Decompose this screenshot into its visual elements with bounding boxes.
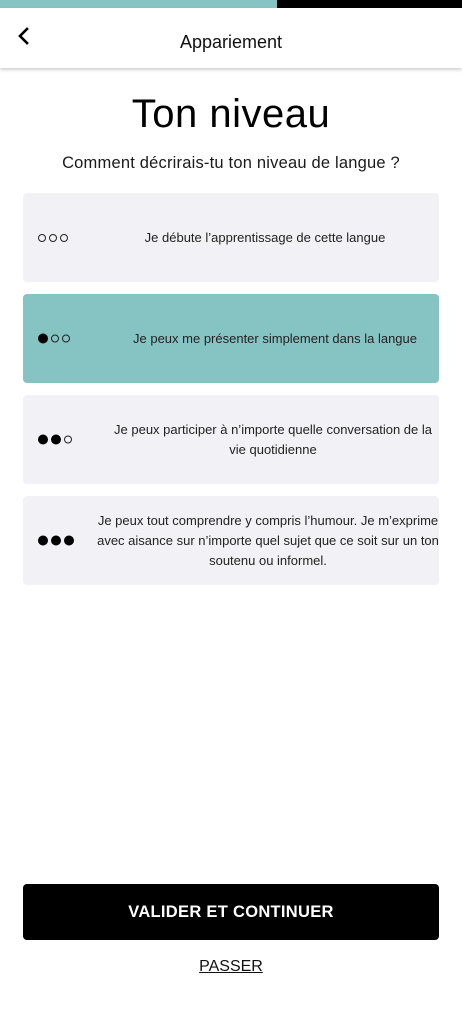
level-option-beginner[interactable] (23, 193, 439, 282)
filled-dot-icon (38, 333, 48, 343)
filled-dot-icon (51, 535, 61, 545)
level-dots-icon (38, 234, 68, 242)
level-option-label: Je peux me présenter simplement dans la langue (133, 330, 417, 346)
level-option-label: Je peux tout comprendre y compris l’humour. Je m’exprime avec aisance sur n’importe quel sujet que ce soit sur un ton soutenu ou informel. (97, 512, 439, 568)
empty-dot-icon (49, 234, 57, 242)
empty-dot-icon (51, 334, 59, 342)
validate-continue-button[interactable]: VALIDER ET CONTINUER (23, 884, 439, 940)
level-dots-icon (38, 334, 70, 343)
empty-dot-icon (64, 435, 72, 443)
level-option-label: Je peux participer à n’importe quelle conversation de la vie quotidienne (114, 421, 432, 457)
page-title: Ton niveau (131, 92, 331, 136)
empty-dot-icon (62, 334, 70, 342)
progress-bar (0, 0, 462, 8)
progress-bar-fill (0, 0, 277, 8)
level-dots-icon (38, 536, 74, 545)
level-option-intermediate[interactable] (23, 395, 439, 484)
level-option-elementary[interactable] (23, 294, 439, 383)
skip-link[interactable]: PASSER (199, 958, 263, 975)
page-subtitle: Comment décrirais-tu ton niveau de langue ? (62, 154, 400, 172)
filled-dot-icon (38, 535, 48, 545)
top-bar (0, 8, 462, 68)
filled-dot-icon (38, 434, 48, 444)
filled-dot-icon (64, 535, 74, 545)
level-options (23, 193, 439, 597)
level-option-advanced[interactable] (23, 496, 439, 585)
level-option-label: Je débute l’apprentissage de cette langue (144, 229, 386, 245)
filled-dot-icon (51, 434, 61, 444)
header-title: Appariement (179, 32, 283, 52)
empty-dot-icon (38, 234, 46, 242)
empty-dot-icon (60, 234, 68, 242)
level-dots-icon (38, 435, 72, 444)
